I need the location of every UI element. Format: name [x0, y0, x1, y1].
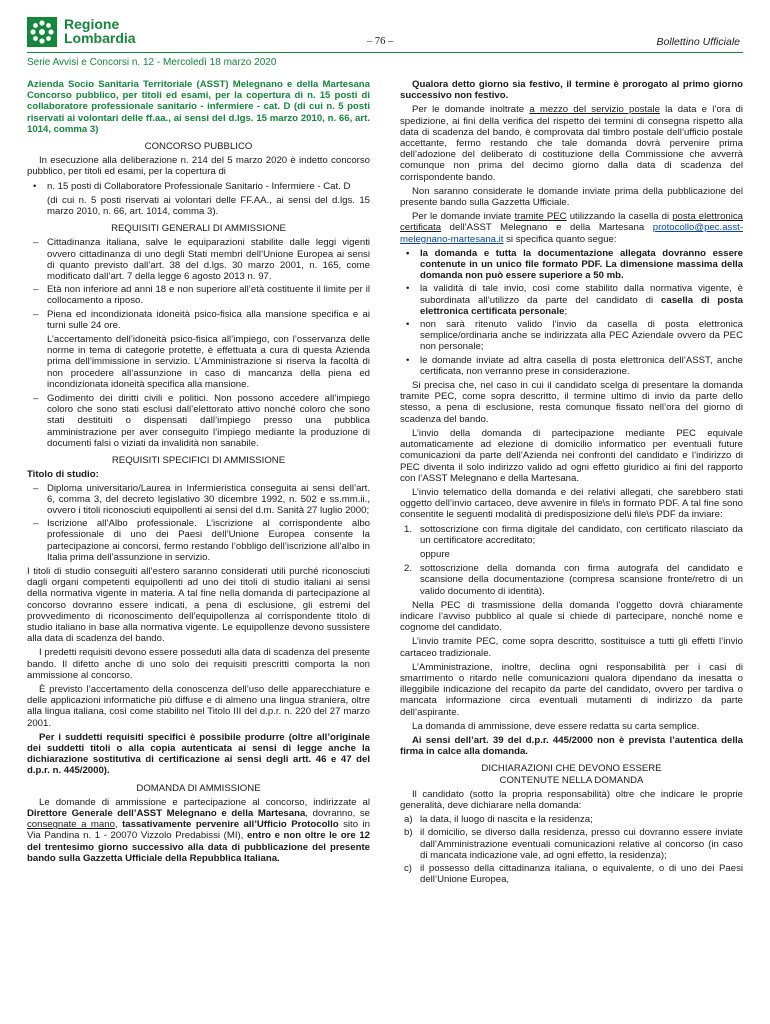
text-run: sito in Via Pandina n. 1 - 20070 Vizzolo Predabissi (MI),	[27, 819, 370, 842]
paragraph-idoneita: L’accertamento dell’idoneità psico-fisica all’impiego, con l’osservanza delle norme in tema di categorie protette, è effettuata a cura di questa Azienda prima dell’immissione in servizio. L’Amministrazione si riserva la facoltà di non procedere all’assunzione in caso di mancanza della piena ed incondizionata idoneità specifica alla mansione.	[47, 334, 370, 390]
list-number: 2.	[404, 563, 413, 575]
text-run: la data e l’ora di spedizione, ai fini della verifica del rispetto dei termini di consegna rispetto alla data di scadenza del bando, è comprovata dal timbro postale dell’ufficio postale accettante, fermo restando che tale domanda dovrà pervenire prima dell’adozione del deliberato di costituzione della Commissione che avverrà comunque non prima del decimo giorno dalla data di scadenza del corrispondente bando.	[400, 104, 743, 183]
paragraph-candidato: Il candidato (sotto la propria responsabilità) oltre che indicare le proprie generalità, deve dichiarare nella domanda:	[400, 788, 743, 811]
paragraph-invio-cartaceo: L’invio tramite PEC, come sopra descritto, sostituisce a tutti gli effetti l’invio cartaceo tradizionale.	[400, 636, 743, 659]
dash-marker: –	[33, 308, 39, 320]
list-item	[400, 319, 743, 353]
paragraph-domanda	[27, 797, 370, 864]
list-letter: a)	[404, 814, 413, 826]
text-run-underlined: a mezzo del servizio postale	[529, 104, 660, 116]
dash-marker: –	[33, 482, 39, 494]
series-line: Serie Avvisi e Concorsi n. 12 - Mercoledì 18 marzo 2020	[27, 57, 277, 68]
list-item-text: Piena ed incondizionata idoneità psico-fisica alla mansione specifica e ai turni sulle 24 ore.	[47, 308, 370, 331]
posti-list	[27, 181, 370, 192]
list-item	[400, 283, 743, 317]
paragraph-servizio-postale	[400, 104, 743, 182]
regione-lombardia-logo	[27, 17, 157, 47]
list-item	[27, 237, 370, 282]
text-run: utilizzando la casella di	[566, 211, 673, 223]
text-run: Le domande di ammissione e partecipazione al concorso, indirizzate al	[39, 796, 370, 808]
list-item-text: le domande inviate ad altra casella di posta elettronica dell’ASST, anche certificata, non verranno prese in considerazione.	[420, 354, 743, 377]
paragraph-domicilio-informatico: L’invio della domanda di partecipazione mediante PEC equivale automaticamente ad elezione di domicilio informatico per eventuali future comunicazioni da parte dell’Azienda nei confronti del candidato e l’indirizzo di PEC diventa il solo indirizzo valido ad ogni effetto giuridico ai fini del rapporto con l’ASST Melegnano e della Martesana.	[400, 427, 743, 484]
list-item	[400, 524, 743, 546]
list-item-text: Iscrizione all’Albo professionale. L’iscrizione al corrispondente albo professionale di uno dei Paesi dell’Unione Europea consente la partecipazione ai concorsi, fermo restando l’obbligo dell’iscrizione all’albo in Italia prima dell’assunzione in servizio.	[47, 518, 370, 563]
list-item	[400, 563, 743, 597]
heading-line: CONTENUTE NELLA DOMANDA	[499, 774, 644, 786]
paragraph-termine-pec: Si precisa che, nel caso in cui il candidato scelga di presentare la domanda tramite PEC, come sopra descritto, il termine ultimo di invio da parte dello stesso, a pena di esclusione, resta comunque fissato nell’ora del giorno di scadenza del bando.	[400, 380, 743, 425]
requisiti-generali-list-cont	[27, 393, 370, 449]
paragraph-invio-telematico: L’invio telematico della domanda e dei relativi allegati, che sarebbero stati oggetto dell’invio cartaceo, deve avvenire in file\s in formato PDF. A tal fine sono consentite le seguenti modalità di predisposizione del\i file\s PDF da inviare:	[400, 486, 743, 521]
pec-rules-list	[400, 248, 743, 377]
paragraph-dichiarazione-sostitutiva: Per i suddetti requisiti specifici è possibile produrre (oltre all’originale dei suddetti titoli o alla copia autenticata ai sensi di legge anche la dichiarazione sostitutiva di certificazione ai sensi degli artt. 46 e 47 del d.p.r. n. 445/2000).	[27, 731, 370, 777]
list-item-text: n. 15 posti di Collaboratore Professionale Sanitario - Infermiere - Cat. D	[47, 180, 351, 192]
list-item	[400, 355, 743, 377]
paragraph-requisiti-posseduti: I predetti requisiti devono essere posseduti alla data di scadenza del presente bando. Il difetto anche di uno solo dei requisiti prescritti comporta la non ammissione al concorso.	[27, 647, 370, 681]
text-run-bold: Direttore Generale dell’ASST Melegnano e della Martesana	[27, 807, 306, 819]
paragraph-pubblicazione: Non saranno considerate le domande inviate prima della pubblicazione del presente bando sulla Gazzetta Ufficiale.	[400, 185, 743, 209]
text-run-underlined: posta elettronica certificata	[400, 211, 744, 234]
page-header	[0, 0, 770, 68]
bullet-icon: •	[406, 283, 410, 295]
heading-dichiarazioni	[400, 763, 743, 785]
logo-line-regione: Regione	[64, 16, 120, 32]
bullet-icon: •	[406, 319, 410, 331]
heading-concorso-pubblico: CONCORSO PUBBLICO	[144, 141, 253, 153]
bullet-icon: •	[406, 247, 410, 259]
list-item-text: Diploma universitario/Laurea in Infermieristica conseguita ai sensi dell’art. 6, comma 3, del decreto legislativo 30 dicembre 1992, n. 502 e ss.mm.ii., ovvero i titoli riconosciuti equipollenti ai sensi del d.m. Sanità 27 luglio 2000;	[47, 482, 370, 516]
paragraph-responsabilita: L’Amministrazione, inoltre, declina ogni responsabilità per i casi di smarrimento o ritardo nelle comunicazioni qualora dipendano da inesatta o illeggibile indicazione del recapito da parte del candidato, ovvero per tardiva o mancata informazione circa eventuali mutamenti di indirizzo da parte dell’aspirante.	[400, 661, 743, 718]
list-item	[400, 863, 743, 885]
list-item	[400, 827, 743, 861]
text-run: ,	[114, 819, 123, 831]
text-run-underlined: consegnate a mano	[27, 819, 115, 831]
list-item	[400, 814, 743, 825]
text-run-underlined: tramite PEC	[514, 211, 567, 223]
modalita-list	[400, 524, 743, 546]
heading-requisiti-generali: REQUISITI GENERALI DI AMMISSIONE	[111, 223, 286, 235]
text-run-bold: tassativamente pervenire all’Ufficio Protocollo	[122, 819, 339, 831]
dash-marker: –	[33, 284, 39, 296]
text-run: Per le domande inviate	[412, 211, 515, 223]
bullet-icon: •	[33, 180, 37, 192]
publication-title: Bollettino Ufficiale	[656, 36, 740, 48]
requisiti-specifici-list	[27, 483, 370, 563]
list-letter: b)	[404, 827, 413, 839]
heading-line: DICHIARAZIONI CHE DEVONO ESSERE	[481, 763, 662, 775]
list-item	[27, 309, 370, 331]
right-column	[400, 79, 743, 888]
list-item-text: Godimento dei diritti civili e politici. Non possono accedere all’impiego coloro che sono stati esclusi dall’elettorato attivo nonché coloro che sono stati destituiti o dispensati dall’impiego presso una pubblica amministrazione per aver conseguito l’impiego mediante la produzione di documenti falsi o viziati da invalidità non sanabile.	[47, 393, 370, 449]
oppure-text: oppure	[420, 548, 450, 560]
list-item-text: ;	[564, 305, 568, 317]
dichiarazioni-list	[400, 814, 743, 885]
paragraph-autentica-firma: Ai sensi dell’art. 39 del d.p.r. 445/2000 non è prevista l’autentica della firma in calce alla domanda.	[400, 734, 743, 758]
modalita-list-cont	[400, 563, 743, 597]
requisiti-generali-list	[27, 237, 370, 331]
list-item-text: sottoscrizione con firma digitale del candidato, con certificato rilasciato da un certificatore accreditato;	[420, 523, 743, 546]
list-item-text: Cittadinanza italiana, salve le equiparazioni stabilite dalle leggi vigenti ovvero cittadinanza di uno degli Stati membri dell’Unione Europea ai sensi di quanto previsto dall’art. 38 del d.lgs. 30 marzo 2001, n. 165, come modificato dall’art. 7 della legge 6 agosto 2013 n. 97.	[47, 237, 370, 283]
list-item	[27, 181, 370, 192]
paragraph-titoli-estero: I titoli di studio conseguiti all’estero saranno considerati utili purché riconosciuti dagli organi competenti equipollenti ad uno dei titoli di studio italiani ai sensi della normativa vigente in materia. A tal fine nella domanda di partecipazione al concorso dovranno essere indicati, a pena di esclusione, gli estremi del provvedimento di riconoscimento dell’equipollenza al corrispondente titolo di studio italiano in base alla normativa vigente. Le equipollenze devono sussistere alla data di scadenza del bando.	[27, 565, 370, 645]
rose-camuna-icon	[27, 17, 57, 47]
dash-marker: –	[33, 393, 39, 405]
text-run: , dovranno, se	[305, 807, 370, 819]
list-item-text: il possesso della cittadinanza italiana, o equivalente, o di uno dei Paesi dell’Unione Europea,	[420, 863, 743, 886]
paragraph-festivo: Qualora detto giorno sia festivo, il termine è prorogato al primo giorno successivo non festivo.	[400, 79, 743, 102]
page-number: – 76 –	[367, 36, 394, 47]
dash-marker: –	[33, 518, 39, 530]
list-item	[27, 483, 370, 517]
list-item-text: il domicilio, se diverso dalla residenza, presso cui dovranno essere inviate dall’Amministrazione eventuali comunicazioni relative al concorso (in caso di mancata indicazione vale, ad ogni effetto, la residenza);	[420, 827, 743, 861]
paragraph-oggetto-pec: Nella PEC di trasmissione della domanda l’oggetto dovrà chiaramente indicare l’avviso pubblico al quale si chiede di partecipare, nonché nome e cognome del candidato.	[400, 599, 743, 634]
list-item-text-bold: casella di posta elettronica certificata personale	[420, 294, 744, 317]
logo-line-lombardia: Lombardia	[64, 30, 136, 46]
list-item	[27, 284, 370, 306]
list-item-text: la domanda e tutta la documentazione allegata dovranno essere contenute in un unico file formato PDF. La dimensione massima della domanda non può essere superiore a 50 mb.	[420, 247, 743, 282]
list-item-text: la data, il luogo di nascita e la residenza;	[420, 814, 593, 826]
paragraph-lingua: È previsto l’accertamento della conoscenza dell’uso delle apparecchiature e delle applicazioni informatiche più diffuse e di almeno una lingua straniera, oltre alla lingua italiana, così come stabilito nel Titolo III del d.p.r. n. 220 del 27 marzo 2001.	[27, 683, 370, 729]
paragraph-pec	[400, 211, 743, 245]
text-run: si specifica quanto segue:	[503, 233, 617, 245]
list-letter: c)	[404, 863, 412, 874]
list-item-text: la validità di tale invio, così come stabilito dalla normativa vigente, è subordinata all’utilizzo da parte del candidato di	[420, 283, 743, 306]
paragraph-esecuzione: In esecuzione alla deliberazione n. 214 del 5 marzo 2020 è indetto concorso pubblico, per titoli ed esami, per la copertura di	[27, 155, 370, 178]
list-item-text: non sarà ritenuto valido l’invio da casella di posta elettronica semplice/ordinaria anche se indirizzata alla PEC Aziendale ovvero da PEC non personale;	[420, 319, 743, 353]
paragraph-riserva: (di cui n. 5 posti riservati ai volontari delle FF.AA., ai sensi del d.lgs. 15 marzo 2010, n. 66, art. 1014, comma 3).	[47, 194, 370, 218]
header-rule	[27, 52, 743, 53]
list-item	[400, 248, 743, 282]
heading-requisiti-specifici: REQUISITI SPECIFICI DI AMMISSIONE	[111, 455, 286, 467]
text-run: Per le domande inoltrate	[412, 104, 530, 116]
logo-wordmark	[64, 17, 136, 45]
list-item-text: sottoscrizione della domanda con firma autografa del candidato e scansione della documentazione (compresa scansione fronte/retro di un valido documento di identità).	[420, 563, 743, 597]
list-item	[27, 393, 370, 449]
list-item-text: Età non inferiore ad anni 18 e non superiore all’età costituente il limite per il collocamento a riposo.	[47, 284, 370, 307]
list-number: 1.	[404, 523, 413, 535]
heading-titolo-studio: Titolo di studio:	[27, 469, 99, 481]
bullet-icon: •	[406, 354, 410, 366]
dash-marker: –	[33, 237, 39, 249]
notice-title: Azienda Socio Sanitaria Territoriale (ASST) Melegnano e della Martesana Concorso pubblico, per titoli ed esami, per la copertura di n. 15 posti di collaboratore professionale sanitario - infermiere - cat. D (di cui n. 5 posti riservati ai volontari delle ff.aa., ai sensi del d.lgs. 15 marzo 2010, n. 66, art. 1014, comma 3)	[27, 79, 370, 135]
pec-email-link[interactable]: protocollo@pec.asst-melegnano-martesana.it	[400, 222, 743, 245]
left-column	[27, 79, 370, 867]
text-run-bold: entro e non oltre le ore 12 del trentesimo giorno successivo alla data di pubblicazione del presente bando sulla Gazzetta Ufficiale della Repubblica Italiana.	[27, 830, 370, 864]
list-item	[27, 518, 370, 563]
heading-domanda-ammissione: DOMANDA DI AMMISSIONE	[136, 782, 261, 794]
paragraph-carta-semplice: La domanda di ammissione, deve essere redatta su carta semplice.	[412, 720, 700, 732]
text-run: dell’ASST Melegnano e della Martesana	[441, 222, 653, 234]
